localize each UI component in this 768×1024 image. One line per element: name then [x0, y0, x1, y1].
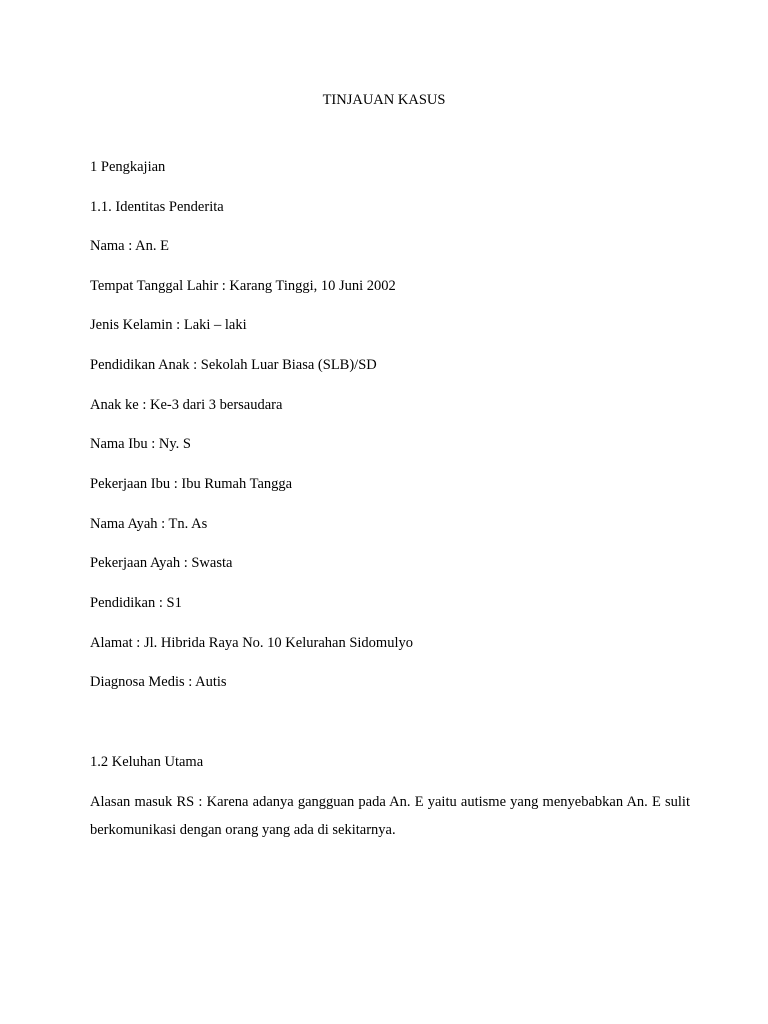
subsection-heading-identitas: 1.1. Identitas Penderita [90, 199, 224, 215]
field-pekerjaan-ibu: Pekerjaan Ibu : Ibu Rumah Tangga [90, 476, 293, 492]
field-pekerjaan-ayah: Pekerjaan Ayah : Swasta [90, 555, 233, 571]
field-jenis-kelamin: Jenis Kelamin : Laki – laki [90, 317, 247, 333]
field-nama: Nama : An. E [90, 238, 169, 254]
subsection-heading-keluhan: 1.2 Keluhan Utama [90, 754, 204, 770]
field-pendidikan: Pendidikan : S1 [90, 595, 182, 611]
field-tempat-tanggal-lahir: Tempat Tanggal Lahir : Karang Tinggi, 10 Juni 2002 [90, 278, 396, 294]
field-nama-ayah: Nama Ayah : Tn. As [90, 516, 208, 532]
document-title: TINJAUAN KASUS [322, 92, 446, 108]
field-pendidikan-anak: Pendidikan Anak : Sekolah Luar Biasa (SLB)/SD [90, 357, 377, 373]
section-heading-pengkajian: 1 Pengkajian [90, 159, 166, 175]
field-anak-ke: Anak ke : Ke-3 dari 3 bersaudara [90, 397, 283, 413]
field-alamat: Alamat : Jl. Hibrida Raya No. 10 Kelurahan Sidomulyo [90, 635, 413, 651]
complaint-paragraph: Alasan masuk RS : Karena adanya gangguan pada An. E yaitu autisme yang menyebabkan An. E sulit berkomunikasi dengan orang yang ada di sekitarnya. [90, 794, 690, 838]
field-diagnosa-medis: Diagnosa Medis : Autis [90, 674, 227, 690]
field-nama-ibu: Nama Ibu : Ny. S [90, 436, 191, 452]
